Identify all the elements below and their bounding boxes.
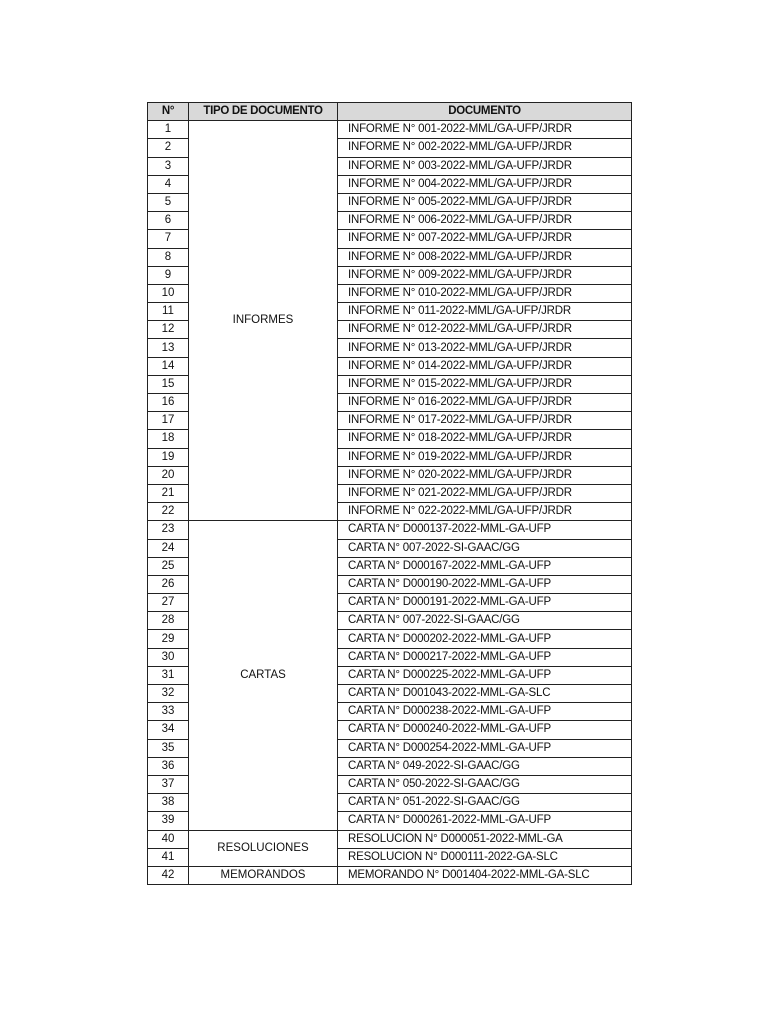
- document-reference: CARTA N° D001043-2022-MML-GA-SLC: [338, 685, 632, 703]
- row-number: 5: [148, 193, 189, 211]
- row-number: 41: [148, 848, 189, 866]
- document-reference: CARTA N° 007-2022-SI-GAAC/GG: [338, 539, 632, 557]
- row-number: 10: [148, 284, 189, 302]
- row-number: 40: [148, 830, 189, 848]
- row-number: 13: [148, 339, 189, 357]
- document-reference: INFORME N° 002-2022-MML/GA-UFP/JRDR: [338, 139, 632, 157]
- document-reference: INFORME N° 004-2022-MML/GA-UFP/JRDR: [338, 175, 632, 193]
- document-reference: INFORME N° 021-2022-MML/GA-UFP/JRDR: [338, 484, 632, 502]
- row-number: 7: [148, 230, 189, 248]
- row-number: 2: [148, 139, 189, 157]
- row-number: 6: [148, 212, 189, 230]
- document-reference: INFORME N° 017-2022-MML/GA-UFP/JRDR: [338, 412, 632, 430]
- row-number: 1: [148, 121, 189, 139]
- document-reference: INFORME N° 012-2022-MML/GA-UFP/JRDR: [338, 321, 632, 339]
- row-number: 38: [148, 794, 189, 812]
- header-row: [148, 103, 632, 121]
- document-type-cell: CARTAS: [189, 521, 338, 830]
- document-reference: INFORME N° 022-2022-MML/GA-UFP/JRDR: [338, 503, 632, 521]
- row-number: 24: [148, 539, 189, 557]
- document-reference: CARTA N° D000254-2022-MML-GA-UFP: [338, 739, 632, 757]
- document-reference: INFORME N° 008-2022-MML/GA-UFP/JRDR: [338, 248, 632, 266]
- row-number: 26: [148, 575, 189, 593]
- document-reference: CARTA N° D000217-2022-MML-GA-UFP: [338, 648, 632, 666]
- row-number: 27: [148, 594, 189, 612]
- row-number: 34: [148, 721, 189, 739]
- document-reference: CARTA N° D000261-2022-MML-GA-UFP: [338, 812, 632, 830]
- document-reference: CARTA N° 051-2022-SI-GAAC/GG: [338, 794, 632, 812]
- table-header: [148, 103, 632, 121]
- row-number: 8: [148, 248, 189, 266]
- row-number: 28: [148, 612, 189, 630]
- row-number: 16: [148, 394, 189, 412]
- row-number: 29: [148, 630, 189, 648]
- header-number: N°: [148, 103, 189, 121]
- table-row: [148, 866, 632, 884]
- table-row: [148, 521, 632, 539]
- row-number: 11: [148, 303, 189, 321]
- row-number: 22: [148, 503, 189, 521]
- row-number: 39: [148, 812, 189, 830]
- document-reference: CARTA N° D000202-2022-MML-GA-UFP: [338, 630, 632, 648]
- row-number: 35: [148, 739, 189, 757]
- document-reference: INFORME N° 013-2022-MML/GA-UFP/JRDR: [338, 339, 632, 357]
- row-number: 23: [148, 521, 189, 539]
- row-number: 15: [148, 375, 189, 393]
- document-reference: CARTA N° D000238-2022-MML-GA-UFP: [338, 703, 632, 721]
- row-number: 14: [148, 357, 189, 375]
- row-number: 12: [148, 321, 189, 339]
- document-reference: INFORME N° 020-2022-MML/GA-UFP/JRDR: [338, 466, 632, 484]
- row-number: 25: [148, 557, 189, 575]
- row-number: 32: [148, 685, 189, 703]
- document-reference: CARTA N° D000137-2022-MML-GA-UFP: [338, 521, 632, 539]
- document-reference: INFORME N° 018-2022-MML/GA-UFP/JRDR: [338, 430, 632, 448]
- row-number: 31: [148, 666, 189, 684]
- document-reference: INFORME N° 010-2022-MML/GA-UFP/JRDR: [338, 284, 632, 302]
- row-number: 17: [148, 412, 189, 430]
- document-reference: INFORME N° 019-2022-MML/GA-UFP/JRDR: [338, 448, 632, 466]
- document-reference: INFORME N° 014-2022-MML/GA-UFP/JRDR: [338, 357, 632, 375]
- row-number: 37: [148, 775, 189, 793]
- document-reference: RESOLUCION N° D000051-2022-MML-GA: [338, 830, 632, 848]
- document-reference: CARTA N° D000167-2022-MML-GA-UFP: [338, 557, 632, 575]
- header-document-type: TIPO DE DOCUMENTO: [189, 103, 338, 121]
- document-type-cell: MEMORANDOS: [189, 866, 338, 884]
- document-reference: CARTA N° 050-2022-SI-GAAC/GG: [338, 775, 632, 793]
- document-reference: CARTA N° D000225-2022-MML-GA-UFP: [338, 666, 632, 684]
- document-type-cell: RESOLUCIONES: [189, 830, 338, 866]
- row-number: 19: [148, 448, 189, 466]
- document-reference: CARTA N° 049-2022-SI-GAAC/GG: [338, 757, 632, 775]
- document-reference: INFORME N° 009-2022-MML/GA-UFP/JRDR: [338, 266, 632, 284]
- header-document: DOCUMENTO: [338, 103, 632, 121]
- row-number: 3: [148, 157, 189, 175]
- document-reference: INFORME N° 003-2022-MML/GA-UFP/JRDR: [338, 157, 632, 175]
- document-reference: CARTA N° 007-2022-SI-GAAC/GG: [338, 612, 632, 630]
- document-reference: RESOLUCION N° D000111-2022-GA-SLC: [338, 848, 632, 866]
- document-reference: CARTA N° D000240-2022-MML-GA-UFP: [338, 721, 632, 739]
- document-type-cell: INFORMES: [189, 121, 338, 521]
- document-reference: INFORME N° 015-2022-MML/GA-UFP/JRDR: [338, 375, 632, 393]
- document-reference: INFORME N° 001-2022-MML/GA-UFP/JRDR: [338, 121, 632, 139]
- document-reference: INFORME N° 006-2022-MML/GA-UFP/JRDR: [338, 212, 632, 230]
- table-row: [148, 830, 632, 848]
- table-row: [148, 121, 632, 139]
- document-reference: INFORME N° 005-2022-MML/GA-UFP/JRDR: [338, 193, 632, 211]
- document-reference: INFORME N° 011-2022-MML/GA-UFP/JRDR: [338, 303, 632, 321]
- row-number: 36: [148, 757, 189, 775]
- row-number: 33: [148, 703, 189, 721]
- table-body: [148, 121, 632, 885]
- row-number: 42: [148, 866, 189, 884]
- row-number: 4: [148, 175, 189, 193]
- document-reference: INFORME N° 007-2022-MML/GA-UFP/JRDR: [338, 230, 632, 248]
- document-reference: CARTA N° D000191-2022-MML-GA-UFP: [338, 594, 632, 612]
- row-number: 20: [148, 466, 189, 484]
- document-reference: MEMORANDO N° D001404-2022-MML-GA-SLC: [338, 866, 632, 884]
- row-number: 30: [148, 648, 189, 666]
- row-number: 9: [148, 266, 189, 284]
- document-list-table: [147, 102, 632, 885]
- document-reference: CARTA N° D000190-2022-MML-GA-UFP: [338, 575, 632, 593]
- row-number: 18: [148, 430, 189, 448]
- document-reference: INFORME N° 016-2022-MML/GA-UFP/JRDR: [338, 394, 632, 412]
- row-number: 21: [148, 484, 189, 502]
